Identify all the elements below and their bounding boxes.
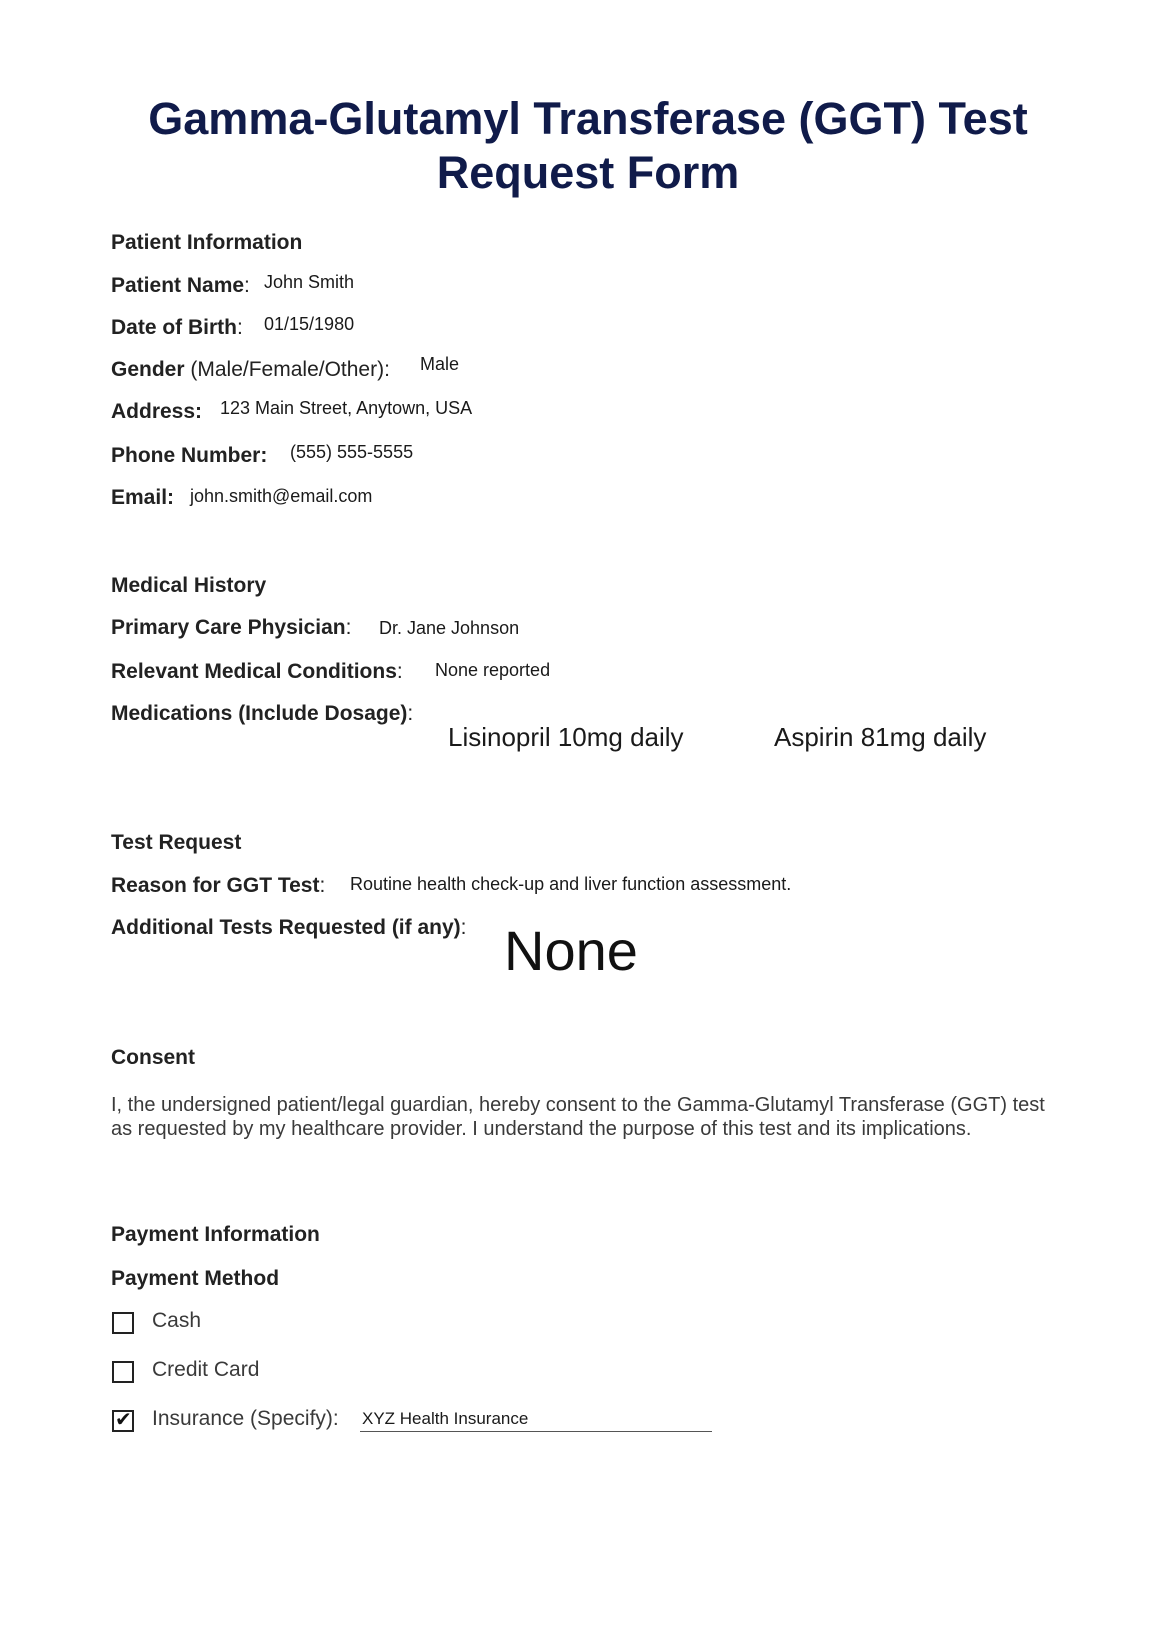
email-label: Email: [111, 486, 175, 509]
check-mark-icon: ✔ [115, 1409, 132, 1431]
reason-label: Reason for GGT Test: [111, 874, 326, 897]
test-request-heading: Test Request [111, 831, 242, 854]
physician-label: Primary Care Physician: [111, 616, 352, 639]
address-value: 123 Main Street, Anytown, USA [220, 398, 473, 418]
consent-heading: Consent [111, 1046, 195, 1069]
page-title-line-2: Request Form [436, 147, 740, 198]
cash-checkbox[interactable] [112, 1312, 134, 1334]
insurance-checkbox[interactable] [112, 1410, 134, 1432]
patient-name-label: Patient Name: [111, 274, 250, 297]
medical-history-heading: Medical History [111, 574, 267, 597]
dob-label: Date of Birth: [111, 316, 243, 339]
consent-text: I, the undersigned patient/legal guardian, hereby consent to the Gamma-Glutamyl Transferase (GGT) test as requested by my healthcare provider. I understand the purpose of this test and its implications. [111, 1094, 1045, 1140]
credit-card-checkbox[interactable] [112, 1361, 134, 1383]
page-title [0, 92, 1176, 200]
insurance-underline [360, 1431, 712, 1432]
gender-label: Gender (Male/Female/Other): [111, 358, 390, 381]
phone-label: Phone Number: [111, 444, 268, 467]
dob-value: 01/15/1980 [264, 314, 355, 334]
email-value: john.smith@email.com [190, 486, 373, 506]
payment-information-heading: Payment Information [111, 1223, 320, 1246]
patient-information-heading: Patient Information [111, 231, 303, 254]
insurance-input[interactable]: XYZ Health Insurance [362, 1409, 529, 1428]
conditions-value: None reported [435, 660, 551, 680]
conditions-label: Relevant Medical Conditions: [111, 660, 403, 683]
address-label: Address: [111, 400, 203, 423]
payment-method-heading: Payment Method [111, 1267, 280, 1290]
cash-label: Cash [152, 1309, 202, 1332]
medication-item: Aspirin 81mg daily [774, 722, 987, 752]
additional-tests-value: None [504, 919, 638, 982]
credit-card-label: Credit Card [152, 1358, 260, 1381]
medication-item: Lisinopril 10mg daily [448, 722, 684, 752]
reason-value: Routine health check-up and liver function assessment. [350, 874, 792, 894]
insurance-label: Insurance (Specify): [152, 1407, 339, 1430]
page-title-line-1: Gamma-Glutamyl Transferase (GGT) Test [148, 93, 1028, 144]
medications-label: Medications (Include Dosage): [111, 702, 414, 725]
phone-value: (555) 555-5555 [290, 442, 414, 462]
additional-tests-label: Additional Tests Requested (if any): [111, 916, 467, 939]
physician-value: Dr. Jane Johnson [379, 618, 520, 638]
gender-value: Male [420, 354, 460, 374]
patient-name-value: John Smith [264, 272, 355, 292]
